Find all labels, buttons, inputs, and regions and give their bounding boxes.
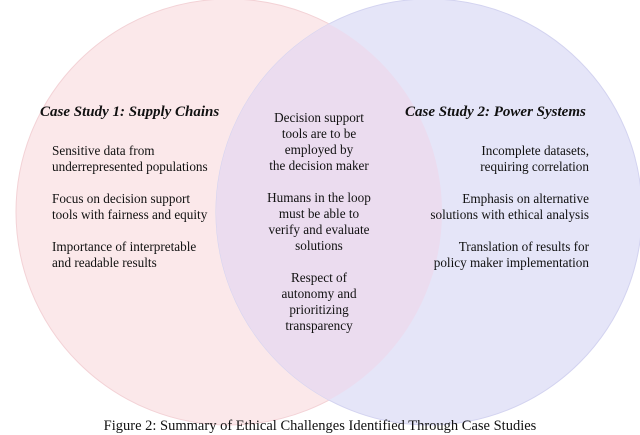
overlap-item-1-line-3: employed by [284,142,354,157]
overlap-item-3-line-1: Respect of [290,270,348,285]
overlap-item-2-line-1: Humans in the loop [267,190,371,205]
left-item-2-line-2: tools with fairness and equity [52,207,208,222]
overlap-item-3-line-3: prioritizing [289,302,349,317]
overlap-item-2-line-3: verify and evaluate [268,222,370,237]
right-item-3 [434,239,589,271]
left-item-1-line-1: Sensitive data from [52,143,155,158]
overlap-item-3 [239,270,399,334]
right-item-1-line-2: requiring correlation [480,159,589,174]
overlap-item-3-line-2: autonomy and [281,286,357,301]
overlap-item-2-line-2: must be able to [278,206,360,221]
left-item-1-line-2: underrepresented populations [52,159,208,174]
overlap-item-3-line-4: transparency [285,318,353,333]
overlap-item-1-line-2: tools are to be [281,126,357,141]
right-item-1-line-1: Incomplete datasets, [481,143,589,158]
left-item-3 [52,239,196,271]
right-item-2-line-1: Emphasis on alternative [462,191,589,206]
right-item-3-line-2: policy maker implementation [433,255,589,270]
left-item-2-line-1: Focus on decision support [52,191,191,206]
left-item-3-line-1: Importance of interpretable [52,239,197,254]
overlap-item-1 [239,110,399,174]
right-item-2-line-2: solutions with ethical analysis [430,207,589,222]
left-item-2 [52,191,207,223]
overlap-item-1-line-1: Decision support [274,110,364,125]
left-item-1 [52,143,208,175]
left-set-heading: Case Study 1: Supply Chains [40,104,220,120]
right-set-heading: Case Study 2: Power Systems [405,104,586,120]
right-item-1 [480,143,589,175]
overlap-item-2 [239,190,399,254]
figure-caption: Figure 2: Summary of Ethical Challenges Identified Through Case Studies [103,418,537,434]
overlap-item-1-line-4: the decision maker [269,158,369,173]
right-item-3-line-1: Translation of results for [458,239,589,254]
overlap-item-2-line-4: solutions [295,238,343,253]
left-item-3-line-2: and readable results [52,255,157,270]
right-item-2 [430,191,589,223]
